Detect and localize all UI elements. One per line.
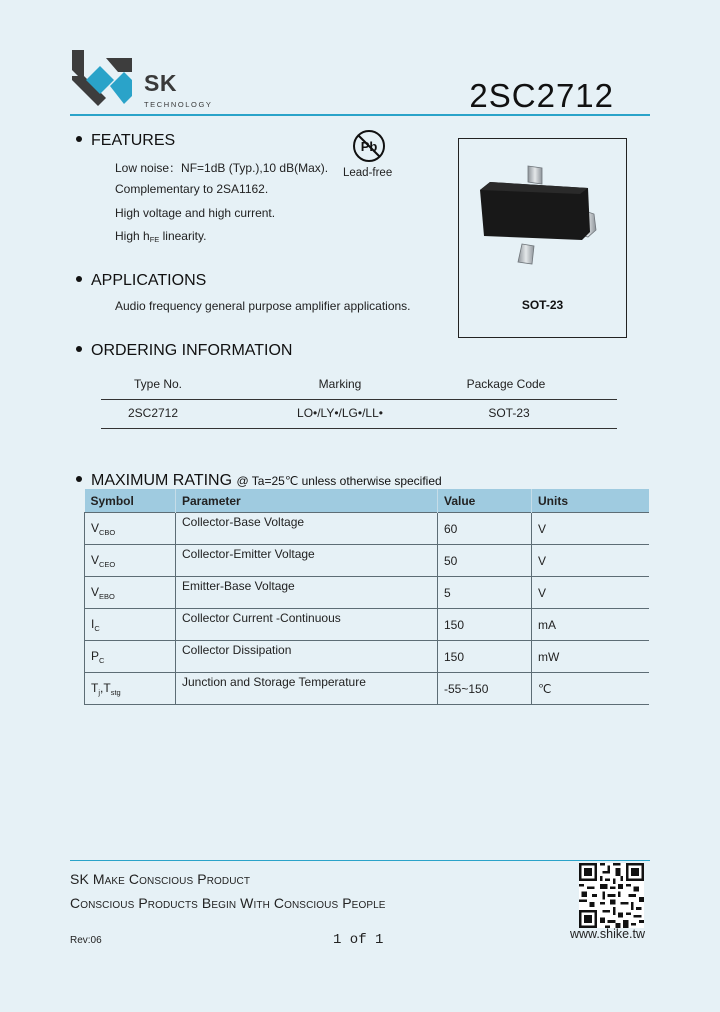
col-header-parameter: Parameter	[176, 489, 438, 513]
value-cell: 150	[438, 641, 532, 673]
col-header-value: Value	[438, 489, 532, 513]
value-cell: -55~150	[438, 673, 532, 705]
table-row	[85, 609, 649, 641]
ordering-header-package: Package Code	[466, 377, 546, 391]
table-row	[85, 513, 649, 545]
feature-line: High voltage and high current.	[115, 206, 276, 220]
table-row	[85, 641, 649, 673]
table-row	[85, 577, 649, 609]
unit-cell: mA	[532, 609, 649, 641]
unit-cell: mW	[532, 641, 649, 673]
table-row	[85, 545, 649, 577]
value-cell: 50	[438, 545, 532, 577]
symbol-cell: $I_C$	[85, 609, 176, 641]
symbol-cell: $V_{CBO}$	[85, 513, 176, 545]
ordering-header-type: Type No.	[133, 377, 183, 391]
page-number: 1 of 1	[333, 932, 384, 948]
sot23-package-icon	[470, 160, 616, 275]
ordering-cell-type: 2SC2712	[127, 406, 179, 420]
parameter-cell: Junction and Storage Temperature	[176, 673, 438, 705]
applications-heading: APPLICATIONS	[74, 272, 206, 290]
symbol-cell: $V_{CEO}$	[85, 545, 176, 577]
symbol-cell: $P_C$	[85, 641, 176, 673]
unit-cell: ℃	[532, 673, 649, 705]
parameter-cell: Emitter-Base Voltage	[176, 577, 438, 609]
website-link[interactable]: www.shike.tw	[570, 927, 646, 941]
brand-subtitle: TECHNOLOGY	[144, 100, 213, 109]
parameter-cell: Collector-Emitter Voltage	[176, 545, 438, 577]
table-row	[85, 673, 649, 705]
lead-free-symbol: Pb	[360, 139, 378, 154]
symbol-cell: $V_{EBO}$	[85, 577, 176, 609]
value-cell: 60	[438, 513, 532, 545]
table-header-row	[85, 489, 649, 513]
features-heading: FEATURES	[74, 132, 175, 150]
part-number-title: 2SC2712	[469, 77, 614, 114]
footer-slogan-2: Conscious Products Begin With Conscious People	[70, 895, 386, 911]
value-cell: 150	[438, 609, 532, 641]
max-rating-table	[84, 489, 649, 705]
feature-line: Complementary to 2SA1162.	[115, 182, 269, 196]
col-header-symbol: Symbol	[85, 489, 176, 513]
unit-cell: V	[532, 513, 649, 545]
revision-label: Rev:06	[70, 935, 102, 946]
feature-line-hfe: High $h_{FE}$ linearity.	[115, 229, 207, 244]
unit-cell: V	[532, 577, 649, 609]
bullet-icon	[76, 276, 82, 282]
footer-slogan-1: SK Make Conscious Product	[70, 871, 251, 887]
ordering-header-marking: Marking	[318, 377, 362, 391]
bullet-icon	[76, 136, 82, 142]
lead-free-label: Lead-free	[343, 167, 393, 179]
ordering-divider	[101, 399, 617, 400]
parameter-cell: Collector Dissipation	[176, 641, 438, 673]
ordering-cell-package: SOT-23	[488, 406, 530, 420]
bullet-icon	[76, 346, 82, 352]
bullet-icon	[76, 476, 82, 482]
package-label: SOT-23	[521, 298, 564, 312]
col-header-units: Units	[532, 489, 649, 513]
max-rating-condition: @ Ta=25℃ unless otherwise specified	[236, 474, 442, 488]
ordering-cell-marking: LO•/LY•/LG•/LL•	[297, 406, 383, 420]
parameter-cell: Collector-Base Voltage	[176, 513, 438, 545]
lead-free-icon	[352, 129, 386, 163]
max-rating-heading: MAXIMUM RATING @ Ta=25℃ unless otherwise specified	[74, 472, 442, 490]
feature-line: Low noise：NF=1dB (Typ.),10 dB(Max).	[115, 161, 329, 175]
ordering-heading: ORDERING INFORMATION	[74, 342, 292, 360]
ordering-divider	[101, 428, 617, 429]
brand-name: SK	[144, 70, 177, 96]
symbol-cell: $T_j,T_{stg}$	[85, 673, 176, 705]
sk-logo-icon	[70, 50, 132, 108]
qr-code-icon	[579, 863, 644, 928]
value-cell: 5	[438, 577, 532, 609]
header-divider	[70, 114, 650, 116]
applications-line: Audio frequency general purpose amplifier applications.	[115, 299, 411, 313]
unit-cell: V	[532, 545, 649, 577]
footer-divider	[70, 860, 650, 861]
parameter-cell: Collector Current -Continuous	[176, 609, 438, 641]
